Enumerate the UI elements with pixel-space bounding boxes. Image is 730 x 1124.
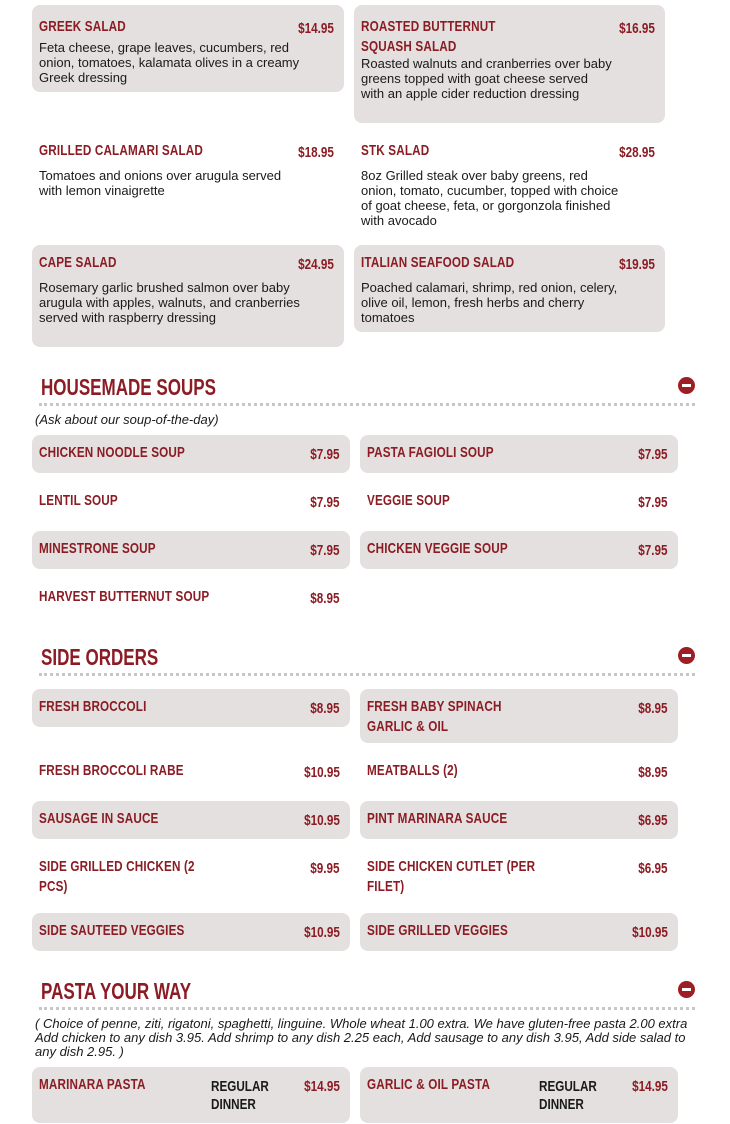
item-price: $14.95	[304, 1078, 340, 1095]
item-description: Roasted walnuts and cranberries over baby greens topped with goat cheese served with an apple cider reduction dressing	[361, 56, 612, 101]
item-price: $28.95	[619, 144, 655, 161]
minus-circle-icon[interactable]	[678, 647, 695, 664]
item-description: Feta cheese, grape leaves, cucumbers, red onion, tomatoes, kalamata olives in a creamy Greek dressing	[39, 40, 300, 85]
item-price: $8.95	[310, 700, 340, 717]
menu-item-card[interactable]	[360, 913, 678, 951]
menu-item-card[interactable]	[360, 435, 678, 473]
section-title-pasta: PASTA YOUR WAY	[41, 978, 192, 1004]
item-name: CHICKEN NOODLE SOUP	[39, 444, 185, 461]
menu-item-card[interactable]	[360, 849, 678, 903]
item-name: LENTIL SOUP	[39, 492, 118, 509]
section-title-sides: SIDE ORDERS	[41, 644, 159, 670]
item-price: $10.95	[632, 924, 668, 941]
item-price: $16.95	[619, 20, 655, 37]
item-price: $6.95	[638, 860, 668, 877]
item-name: SIDE GRILLED CHICKEN (2 PCS)	[39, 858, 195, 895]
menu-item-card[interactable]	[32, 531, 350, 569]
menu-item-card[interactable]	[354, 5, 665, 123]
item-price: $14.95	[298, 20, 334, 37]
menu-item-card[interactable]	[32, 1067, 350, 1123]
item-name: FRESH BROCCOLI	[39, 698, 147, 715]
item-price: $10.95	[304, 764, 340, 781]
minus-circle-icon[interactable]	[678, 981, 695, 998]
section-note: (Ask about our soup-of-the-day)	[35, 412, 219, 427]
menu-item-card[interactable]	[360, 753, 678, 791]
menu-item-card[interactable]	[32, 5, 344, 92]
menu-item-card[interactable]	[32, 689, 350, 727]
item-name: ITALIAN SEAFOOD SALAD	[361, 254, 515, 271]
item-name: HARVEST BUTTERNUT SOUP	[39, 588, 210, 605]
item-description: Tomatoes and onions over arugula served with lemon vinaigrette	[39, 168, 282, 198]
item-name: SIDE CHICKEN CUTLET (PER FILET)	[367, 858, 536, 895]
menu-item-card[interactable]	[32, 579, 350, 617]
size-option[interactable]: REGULAR DINNER	[539, 1078, 597, 1113]
item-name: MARINARA PASTA	[39, 1076, 146, 1093]
menu-item-card[interactable]	[32, 483, 350, 521]
section-title-soups: HOUSEMADE SOUPS	[41, 374, 216, 400]
item-description: 8oz Grilled steak over baby greens, red onion, tomato, cucumber, topped with choice of goat cheese, feta, or gorgonzola finished with avocado	[361, 168, 619, 228]
item-name: CHICKEN VEGGIE SOUP	[367, 540, 508, 557]
section-divider	[39, 403, 695, 406]
item-price: $7.95	[310, 542, 340, 559]
item-price: $7.95	[310, 446, 340, 463]
menu-item-card[interactable]	[32, 849, 350, 903]
menu-item-card[interactable]	[354, 133, 665, 233]
menu-item-card[interactable]	[32, 801, 350, 839]
size-option[interactable]: REGULAR DINNER	[211, 1078, 269, 1113]
item-price: $10.95	[304, 924, 340, 941]
menu-item-card[interactable]	[32, 753, 350, 791]
item-name: ROASTED BUTTERNUT SQUASH SALAD	[361, 18, 496, 55]
item-price: $24.95	[298, 256, 334, 273]
item-name: VEGGIE SOUP	[367, 492, 450, 509]
item-name: STK SALAD	[361, 142, 430, 159]
item-price: $7.95	[310, 494, 340, 511]
item-name: SIDE SAUTEED VEGGIES	[39, 922, 185, 939]
minus-circle-icon[interactable]	[678, 377, 695, 394]
menu-item-card[interactable]	[360, 689, 678, 743]
item-name: SIDE GRILLED VEGGIES	[367, 922, 508, 939]
menu-item-card[interactable]	[32, 913, 350, 951]
menu-item-card[interactable]	[360, 801, 678, 839]
item-price: $10.95	[304, 812, 340, 829]
item-price: $8.95	[310, 590, 340, 607]
menu-item-card[interactable]	[360, 531, 678, 569]
menu-item-card[interactable]	[360, 1067, 678, 1123]
section-divider	[39, 1007, 695, 1010]
item-name: GARLIC & OIL PASTA	[367, 1076, 491, 1093]
menu-item-card[interactable]	[32, 133, 344, 223]
item-price: $9.95	[310, 860, 340, 877]
item-name: MEATBALLS (2)	[367, 762, 458, 779]
item-name: GREEK SALAD	[39, 18, 126, 35]
section-divider	[39, 673, 695, 676]
item-name: SAUSAGE IN SAUCE	[39, 810, 159, 827]
item-price: $19.95	[619, 256, 655, 273]
item-price: $8.95	[638, 700, 668, 717]
item-name: GRILLED CALAMARI SALAD	[39, 142, 203, 159]
item-name: MINESTRONE SOUP	[39, 540, 156, 557]
menu-item-card[interactable]	[360, 483, 678, 521]
menu-item-card[interactable]	[32, 245, 344, 347]
item-name: PASTA FAGIOLI SOUP	[367, 444, 494, 461]
item-price: $6.95	[638, 812, 668, 829]
section-note: ( Choice of penne, ziti, rigatoni, spaghetti, linguine. Whole wheat 1.00 extra. We have gluten-free pasta 2.00 extra Add chicken to any dish 3.95. Add shrimp to any dish 2.25 each, Add sausage to any dish 3.95, Add side salad to any dish 2.95. )	[35, 1016, 688, 1059]
item-name: FRESH BABY SPINACH GARLIC & OIL	[367, 698, 502, 735]
item-price: $18.95	[298, 144, 334, 161]
item-name: CAPE SALAD	[39, 254, 117, 271]
menu-item-card[interactable]	[32, 435, 350, 473]
item-price: $7.95	[638, 494, 668, 511]
item-price: $8.95	[638, 764, 668, 781]
item-price: $14.95	[632, 1078, 668, 1095]
item-description: Poached calamari, shrimp, red onion, celery, olive oil, lemon, fresh herbs and cherry tomatoes	[361, 280, 618, 325]
item-name: PINT MARINARA SAUCE	[367, 810, 508, 827]
item-price: $7.95	[638, 446, 668, 463]
item-price: $7.95	[638, 542, 668, 559]
menu-item-card[interactable]	[354, 245, 665, 332]
item-description: Rosemary garlic brushed salmon over baby arugula with apples, walnuts, and cranberries served with raspberry dressing	[39, 280, 300, 325]
item-name: FRESH BROCCOLI RABE	[39, 762, 184, 779]
